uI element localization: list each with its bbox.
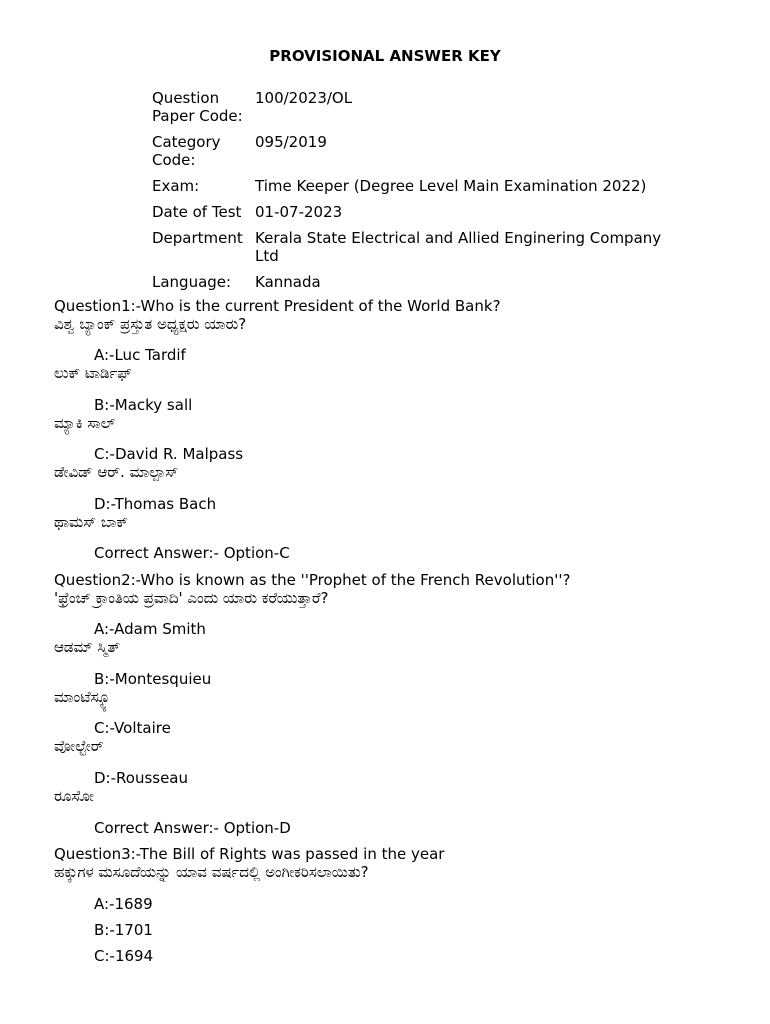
question-text: Question3:-The Bill of Rights was passed in the year — [54, 845, 445, 863]
question-text: Question1:-Who is the current President of the World Bank? — [54, 297, 501, 315]
option-c-kannada: ಡೇವಿಡ್ ಆರ್. ಮಾಲ್ಪಾಸ್ — [54, 463, 179, 481]
exam-details-table — [152, 89, 685, 291]
option-d-kannada: ರೂಸೋ — [54, 787, 94, 805]
date-of-test-label: Date of Test — [152, 203, 242, 221]
option-c-kannada: ವೋಲ್ಟೇರ್ — [54, 737, 104, 755]
option-c: C:-Voltaire — [94, 719, 171, 737]
option-b: B:-Macky sall — [94, 396, 193, 414]
option-a: A:-Luc Tardif — [94, 346, 186, 364]
language-value: Kannada — [255, 273, 321, 291]
option-b-kannada: ಮ್ಯಾಕಿ ಸಾಲ್ — [54, 414, 116, 432]
question-paper-code-value: 100/2023/OL — [255, 89, 353, 107]
language-label: Language: — [152, 273, 232, 291]
correct-answer: Correct Answer:- Option-D — [94, 819, 291, 837]
option-a-kannada: ಆಡಮ್ ಸ್ಮಿತ್ — [54, 638, 121, 656]
option-b: B:-1701 — [94, 921, 153, 939]
category-code-value: 095/2019 — [255, 133, 327, 151]
option-c: C:-1694 — [94, 947, 154, 965]
question-2 — [54, 571, 754, 607]
exam-label: Exam: — [152, 177, 200, 195]
option-a: A:-Adam Smith — [94, 620, 206, 638]
option-d-kannada: ಥಾಮಸ್ ಬಾಕ್ — [54, 513, 128, 531]
question-3 — [54, 845, 754, 881]
date-of-test-value: 01-07-2023 — [255, 203, 343, 221]
department-value: Kerala State Electrical and Allied Enginering Company Ltd — [255, 229, 662, 265]
correct-answer: Correct Answer:- Option-C — [94, 544, 290, 562]
category-code-label: Category Code: — [152, 133, 221, 169]
option-a: A:-1689 — [94, 895, 153, 913]
page-title: PROVISIONAL ANSWER KEY — [269, 47, 501, 65]
question-text-kannada: ಹಕ್ಕುಗಳ ಮಸೂದೆಯನ್ನು ಯಾವ ವರ್ಷದಲ್ಲಿ ಅಂಗೀಕರಿಸಲಾಯಿತು? — [54, 863, 369, 881]
exam-value: Time Keeper (Degree Level Main Examination 2022) — [255, 177, 647, 195]
department-label: Department — [152, 229, 243, 247]
question-text-kannada: ವಿಶ್ವ ಬ್ಯಾಂಕ್ ಪ್ರಸ್ತುತ ಅಧ್ಯಕ್ಷರು ಯಾರು? — [54, 315, 247, 333]
question-1 — [54, 297, 754, 333]
option-b-kannada: ಮಾಂಟೆಸ್ಕ್ಯೂ — [54, 688, 113, 706]
option-c: C:-David R. Malpass — [94, 445, 244, 463]
question-text: Question2:-Who is known as the ''Prophet of the French Revolution''? — [54, 571, 571, 589]
option-a-kannada: ಲುಕ್ ಟಾರ್ಡಿಫ್ — [54, 364, 132, 382]
question-text-kannada: 'ಫ್ರೆಂಚ್ ಕ್ರಾಂತಿಯ ಪ್ರವಾದಿ' ಎಂದು ಯಾರು ಕರೆಯುತ್ತಾರೆ? — [54, 589, 329, 607]
option-b: B:-Montesquieu — [94, 670, 212, 688]
option-d: D:-Thomas Bach — [94, 495, 217, 513]
question-paper-code-label: Question Paper Code: — [152, 89, 243, 125]
option-d: D:-Rousseau — [94, 769, 189, 787]
